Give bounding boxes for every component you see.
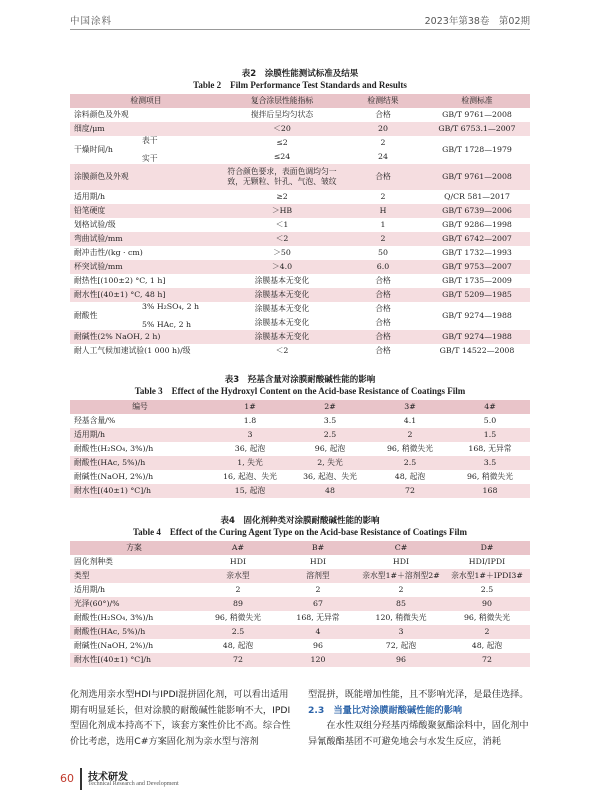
cell: ＜20: [222, 122, 342, 136]
section-heading: 2.3 当量比对涂膜耐酸碱性能的影响: [308, 704, 463, 716]
cell: 2, 失光: [290, 456, 370, 470]
cell: GB/T 14522—2008: [424, 344, 530, 358]
cell: [70, 136, 222, 164]
table-row: [70, 274, 530, 288]
table4-header-cell: A#: [198, 541, 278, 555]
hac-condition: 5% HAc, 2 h: [142, 320, 192, 329]
table-row: [70, 302, 530, 316]
cell: 2: [444, 625, 530, 639]
cell: 50: [342, 246, 424, 260]
cell: 耐酸性(HAc, 5%)/h: [70, 456, 210, 470]
cell: 96, 稍微失光: [370, 442, 450, 456]
cell: 合格: [342, 302, 424, 316]
cell: GB/T 9274—1988: [424, 302, 530, 330]
table2-header-cell: 复合涂层性能指标: [222, 94, 342, 108]
table4-title-en: Table 4 Effect of the Curing Agent Type on the Acid-base Resistance of Coatings Film: [132, 527, 468, 537]
cell: 耐碱性(NaOH, 2%)/h: [70, 470, 210, 484]
cell: 168: [450, 484, 530, 498]
cell: 合格: [342, 316, 424, 330]
cell: 168, 无异常: [450, 442, 530, 456]
cell: 120, 稍微失光: [358, 611, 444, 625]
cell: ＜2: [222, 344, 342, 358]
table3-header-row: [70, 400, 530, 414]
issue-info: 2023年第38卷 第02期: [424, 16, 530, 27]
page-number: 60: [60, 772, 74, 785]
cell: 72, 起泡: [358, 639, 444, 653]
cell: 96, 稍微失光: [444, 611, 530, 625]
cell: [70, 302, 222, 330]
table3-title-zh: 表3 羟基含量对涂膜耐酸碱性能的影响: [224, 375, 376, 385]
cell: 48, 起泡: [198, 639, 278, 653]
cell: 2: [278, 583, 358, 597]
table2-header-cell: 检测项目: [70, 94, 222, 108]
cell: 涂料颜色及外观: [70, 108, 222, 122]
table-row: [70, 555, 530, 569]
cell: 96, 稍微失光: [450, 470, 530, 484]
table3-header-cell: 编号: [70, 400, 210, 414]
cell: 适用期/h: [70, 428, 210, 442]
cell: GB/T 6739—2006: [424, 204, 530, 218]
cell: 耐水性[(40±1) °C, 48 h]: [70, 288, 222, 302]
cell: 67: [278, 597, 358, 611]
cell: 1.5: [450, 428, 530, 442]
cell: 涂膜基本无变化: [222, 302, 342, 316]
cell: 耐人工气候加速试验(1 000 h)/级: [70, 344, 222, 358]
table-row: [70, 232, 530, 246]
table-row: [70, 611, 530, 625]
cell: ≥2: [222, 190, 342, 204]
table-row: [70, 597, 530, 611]
body-paragraph: 型混拼，既能增加性能，且不影响光泽，是最佳选择。: [308, 689, 529, 700]
table-row: [70, 164, 530, 190]
cell: 羟基含量/%: [70, 414, 210, 428]
cell: 1.8: [210, 414, 290, 428]
cell: 搅拌后呈均匀状态: [222, 108, 342, 122]
table-row: [70, 330, 530, 344]
cell: 耐酸性(H₂SO₄, 3%)/h: [70, 611, 198, 625]
table3-header-cell: 1#: [210, 400, 290, 414]
cell: GB/T 1728—1979: [424, 136, 530, 164]
cell: 耐碱性(2% NaOH, 2 h): [70, 330, 222, 344]
cell: 适用期/h: [70, 190, 222, 204]
cell: 耐碱性(NaOH, 2%)/h: [70, 639, 198, 653]
cell: 4: [278, 625, 358, 639]
body-paragraph: 在水性双组分羟基丙烯酸聚氨酯涂料中，固化剂中异氰酸酯基团不可避免地会与水发生反应，消耗: [308, 720, 529, 747]
cell: ＜1: [222, 218, 342, 232]
table-row: [70, 470, 530, 484]
cell: 48, 起泡: [370, 470, 450, 484]
cell: 72: [198, 653, 278, 667]
table-row: [70, 108, 530, 122]
cell: 涂膜基本无变化: [222, 274, 342, 288]
table2-header-cell: 检测标准: [424, 94, 530, 108]
cell: 96: [278, 639, 358, 653]
table2-title-zh: 表2 涂膜性能测试标准及结果: [241, 69, 359, 79]
cell: 亲水型: [198, 569, 278, 583]
cell: 亲水型1#＋IPDI3#: [444, 569, 530, 583]
acid-resistance-label: 耐酸性: [74, 311, 98, 320]
cell: 96, 起泡: [290, 442, 370, 456]
cell: HDI: [358, 555, 444, 569]
table4: [70, 541, 530, 667]
cell: GB/T 9753—2007: [424, 260, 530, 274]
cell: 合格: [342, 344, 424, 358]
cell: 涂膜颜色及外观: [70, 164, 222, 190]
cell: 4.1: [370, 414, 450, 428]
cell: 亲水型1#＋溶剂型2#: [358, 569, 444, 583]
cell: 5.0: [450, 414, 530, 428]
hard-dry-label: 实干: [142, 154, 158, 163]
cell: 1, 失光: [210, 456, 290, 470]
cell: 划格试验/级: [70, 218, 222, 232]
cell: 1: [342, 218, 424, 232]
table-row: [70, 428, 530, 442]
drying-time-label: 干燥时间/h: [74, 145, 113, 154]
cell: GB/T 6742—2007: [424, 232, 530, 246]
cell: 合格: [342, 330, 424, 344]
cell: 48: [290, 484, 370, 498]
cell: 耐酸性(H₂SO₄, 3%)/h: [70, 442, 210, 456]
table-row: [70, 583, 530, 597]
cell: 弯曲试验/mm: [70, 232, 222, 246]
cell: 2.5: [198, 625, 278, 639]
table-row: [70, 288, 530, 302]
table-row: [70, 414, 530, 428]
table2-title-en: Table 2 Film Performance Test Standards and Results: [193, 80, 407, 90]
cell: 96: [358, 653, 444, 667]
cell: GB/T 9761—2008: [424, 108, 530, 122]
cell: 固化剂种类: [70, 555, 198, 569]
table3-title-en: Table 3 Effect of the Hydroxyl Content on the Acid-base Resistance of Coatings Film: [134, 386, 466, 396]
table-row: [70, 625, 530, 639]
cell: ＜2: [222, 232, 342, 246]
cell: 光泽(60°)/%: [70, 597, 198, 611]
cell: 合格: [342, 274, 424, 288]
table-row: [70, 136, 530, 150]
table3: [70, 400, 530, 498]
cell: 2.5: [370, 456, 450, 470]
cell: ＞50: [222, 246, 342, 260]
cell: GB/T 6753.1—2007: [424, 122, 530, 136]
table-row: [70, 569, 530, 583]
cell: ＞4.0: [222, 260, 342, 274]
table-row: [70, 122, 530, 136]
table3-header-cell: 4#: [450, 400, 530, 414]
cell: 89: [198, 597, 278, 611]
cell: 72: [444, 653, 530, 667]
cell: 适用期/h: [70, 583, 198, 597]
cell: HDI: [198, 555, 278, 569]
cell: 90: [444, 597, 530, 611]
cell: 168, 无异常: [278, 611, 358, 625]
cell: 3: [210, 428, 290, 442]
cell: 2: [370, 428, 450, 442]
table-row: [70, 653, 530, 667]
cell: GB/T 5209—1985: [424, 288, 530, 302]
cell: 2: [358, 583, 444, 597]
table4-header-row: [70, 541, 530, 555]
table4-header-cell: 方案: [70, 541, 198, 555]
cell: 2: [198, 583, 278, 597]
cell: 20: [342, 122, 424, 136]
cell: 3.5: [450, 456, 530, 470]
table-row: [70, 246, 530, 260]
table2-header-row: [70, 94, 530, 108]
cell: 2.5: [290, 428, 370, 442]
page-header: [0, 13, 600, 29]
table-row: [70, 456, 530, 470]
cell: Q/CR 581—2017: [424, 190, 530, 204]
table2-header-cell: 检测结果: [342, 94, 424, 108]
table-row: [70, 190, 530, 204]
cell: 合格: [342, 288, 424, 302]
column-title-zh: 技术研发: [88, 772, 128, 783]
cell: 耐冲击性/(kg · cm): [70, 246, 222, 260]
table4-header-cell: B#: [278, 541, 358, 555]
cell: 85: [358, 597, 444, 611]
surface-dry-label: 表干: [142, 136, 158, 145]
cell: 2: [342, 136, 424, 150]
table-row: [70, 639, 530, 653]
body-column-right: [308, 687, 533, 749]
cell: 120: [278, 653, 358, 667]
cell: HDI: [278, 555, 358, 569]
cell: 72: [370, 484, 450, 498]
table-row: [70, 218, 530, 232]
h2so4-condition: 3% H₂SO₄, 2 h: [142, 302, 200, 311]
table-row: [70, 260, 530, 274]
cell: ≤2: [222, 136, 342, 150]
cell: 铅笔硬度: [70, 204, 222, 218]
cell: 类型: [70, 569, 198, 583]
table-row: [70, 484, 530, 498]
table-row: [70, 204, 530, 218]
table-row: [70, 442, 530, 456]
cell: ＞HB: [222, 204, 342, 218]
cell: 6.0: [342, 260, 424, 274]
body-paragraph-left: 化剂选用亲水型HDI与IPDI混拼固化剂，可以看出适用期有明显延长，但对涂膜的耐酸碱性能影响不大，IPDI型固化剂成本持高不下，该套方案性价比不高。综合性价比考虑，选用C#方案固化剂为亲水型与溶剂: [70, 689, 291, 747]
cell: 15, 起泡: [210, 484, 290, 498]
cell: 耐水性[(40±1) °C]/h: [70, 653, 198, 667]
cell: 耐水性[(40±1) °C]/h: [70, 484, 210, 498]
cell: 耐酸性(HAc, 5%)/h: [70, 625, 198, 639]
cell: 2.5: [444, 583, 530, 597]
cell: 36, 起泡、失光: [290, 470, 370, 484]
cell: 2: [342, 232, 424, 246]
cell: 涂膜基本无变化: [222, 330, 342, 344]
table4-title-zh: 表4 固化剂种类对涂膜耐酸碱性能的影响: [220, 516, 380, 526]
table4-header-cell: C#: [358, 541, 444, 555]
cell: GB/T 9274—1988: [424, 330, 530, 344]
cell: 36, 起泡: [210, 442, 290, 456]
table4-header-cell: D#: [444, 541, 530, 555]
cell: 符合颜色要求，表面色调均匀一致，无颗粒、针孔、气泡、皱纹: [222, 164, 342, 190]
journal-name: 中国涂料: [70, 16, 113, 27]
table-row: [70, 344, 530, 358]
cell: 溶剂型: [278, 569, 358, 583]
cell: 48, 起泡: [444, 639, 530, 653]
table3-header-cell: 3#: [370, 400, 450, 414]
cell: GB/T 1732—1993: [424, 246, 530, 260]
column-title-en: Technical Research and Development: [88, 781, 179, 787]
table3-header-cell: 2#: [290, 400, 370, 414]
cell: 3: [358, 625, 444, 639]
cell: GB/T 9286—1998: [424, 218, 530, 232]
cell: 耐热性[(100±2) °C, 1 h]: [70, 274, 222, 288]
cell: 合格: [342, 164, 424, 190]
cell: 16, 起泡、失光: [210, 470, 290, 484]
header-rule: [70, 29, 530, 30]
cell: GB/T 9761—2008: [424, 164, 530, 190]
cell: 3.5: [290, 414, 370, 428]
footer-divider: [80, 768, 82, 790]
cell: 96, 稍微失光: [198, 611, 278, 625]
table2: [70, 94, 530, 358]
cell: 涂膜基本无变化: [222, 288, 342, 302]
cell: 细度/μm: [70, 122, 222, 136]
cell: 杯突试验/mm: [70, 260, 222, 274]
cell: 2: [342, 190, 424, 204]
cell: HDI/IPDI: [444, 555, 530, 569]
cell: 合格: [342, 108, 424, 122]
cell: 24: [342, 150, 424, 164]
cell: ≤24: [222, 150, 342, 164]
cell: 涂膜基本无变化: [222, 316, 342, 330]
cell: GB/T 1735—2009: [424, 274, 530, 288]
cell: H: [342, 204, 424, 218]
